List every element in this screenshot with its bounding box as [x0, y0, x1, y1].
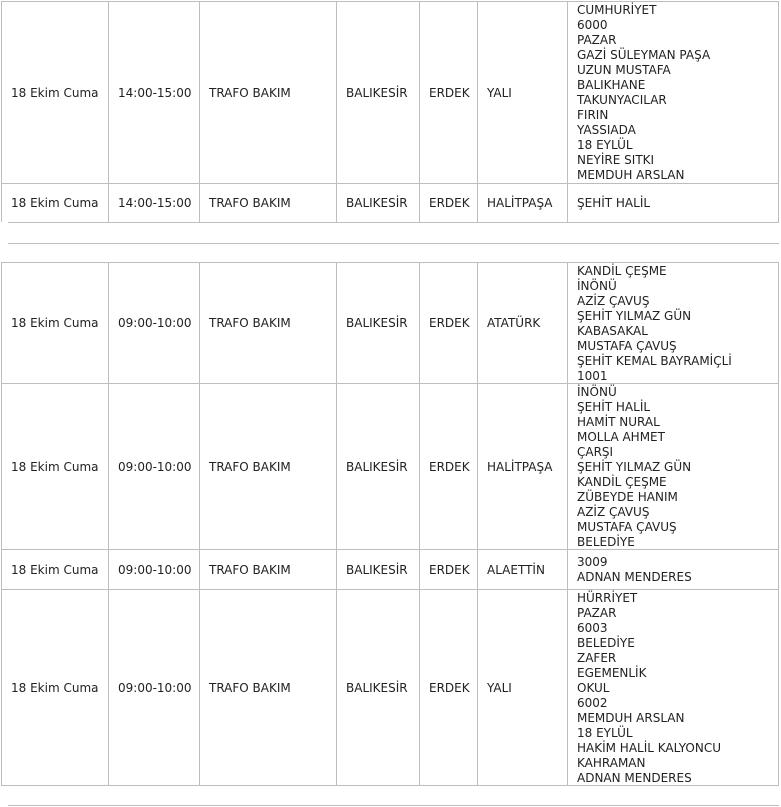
neighborhood-cell: YALI [477, 2, 567, 183]
time-cell: 14:00-15:00 [108, 2, 199, 183]
street-name: AZİZ ÇAVUŞ [577, 294, 650, 308]
street-name: FIRIN [577, 108, 609, 122]
street-name: 6002 [577, 696, 608, 710]
street-name: 18 EYLÜL [577, 138, 633, 152]
table-row [1, 549, 779, 589]
neighborhood-cell: HALİTPAŞA [477, 184, 567, 222]
street-name: 1001 [577, 369, 608, 383]
city-cell: BALIKESİR [336, 2, 419, 183]
streets-cell [567, 384, 779, 549]
street-name: 3009 [577, 555, 608, 569]
type-cell: TRAFO BAKIM [199, 184, 336, 222]
city-cell: BALIKESİR [336, 263, 419, 383]
street-name: BELEDİYE [577, 636, 635, 650]
streets-cell [567, 2, 779, 183]
street-name: 6000 [577, 18, 608, 32]
neighborhood-cell: ALAETTİN [477, 550, 567, 589]
street-name: ŞEHİT HALİL [577, 196, 651, 210]
type-cell: TRAFO BAKIM [199, 2, 336, 183]
street-name: UZUN MUSTAFA [577, 63, 671, 77]
streets-cell [567, 263, 779, 383]
street-name: 6003 [577, 621, 608, 635]
street-name: HAMİT NURAL [577, 415, 660, 429]
city-cell: BALIKESİR [336, 184, 419, 222]
street-name: ŞEHİT KEMAL BAYRAMİÇLİ [577, 354, 732, 368]
streets-cell [567, 550, 779, 589]
time-cell: 14:00-15:00 [108, 184, 199, 222]
street-name: MUSTAFA ÇAVUŞ [577, 520, 677, 534]
street-name: İNÖNÜ [577, 385, 617, 399]
city-cell: BALIKESİR [336, 550, 419, 589]
district-cell: ERDEK [419, 184, 477, 222]
date-cell: 18 Ekim Cuma [1, 2, 108, 183]
street-name: KANDİL ÇEŞME [577, 475, 667, 489]
neighborhood-cell: YALI [477, 590, 567, 785]
table-row [1, 262, 779, 383]
date-cell: 18 Ekim Cuma [1, 590, 108, 785]
street-name: OKUL [577, 681, 610, 695]
street-name: BALIKHANE [577, 78, 646, 92]
neighborhood-cell: ATATÜRK [477, 263, 567, 383]
district-cell: ERDEK [419, 590, 477, 785]
street-name: ŞEHİT YILMAZ GÜN [577, 460, 692, 474]
street-name: ADNAN MENDERES [577, 771, 692, 785]
district-cell: ERDEK [419, 550, 477, 589]
table-row [1, 1, 779, 183]
street-name: YASSIADA [577, 123, 636, 137]
time-cell: 09:00-10:00 [108, 550, 199, 589]
street-name: PAZAR [577, 606, 617, 620]
street-name: AZİZ ÇAVUŞ [577, 505, 650, 519]
street-name: ADNAN MENDERES [577, 570, 692, 584]
district-cell: ERDEK [419, 2, 477, 183]
street-name: TAKUNYACILAR [577, 93, 667, 107]
street-name: NEYİRE SITKI [577, 153, 655, 167]
street-name: MUSTAFA ÇAVUŞ [577, 339, 677, 353]
street-name: HAKİM HALİL KALYONCU [577, 741, 721, 755]
streets-cell [567, 590, 779, 785]
street-name: ŞEHİT HALİL [577, 400, 651, 414]
street-name: MOLLA AHMET [577, 430, 665, 444]
table-divider [8, 222, 779, 244]
district-cell: ERDEK [419, 263, 477, 383]
street-name: ŞEHİT YILMAZ GÜN [577, 309, 692, 323]
street-name: PAZAR [577, 33, 617, 47]
time-cell: 09:00-10:00 [108, 590, 199, 785]
street-name: HÜRRİYET [577, 591, 638, 605]
date-cell: 18 Ekim Cuma [1, 550, 108, 589]
city-cell: BALIKESİR [336, 384, 419, 549]
date-cell: 18 Ekim Cuma [1, 384, 108, 549]
table-row [1, 589, 779, 786]
street-name: MEMDUH ARSLAN [577, 168, 685, 182]
street-name: ZAFER [577, 651, 617, 665]
table-row [1, 183, 779, 222]
street-name: KANDİL ÇEŞME [577, 264, 667, 278]
type-cell: TRAFO BAKIM [199, 263, 336, 383]
date-cell: 18 Ekim Cuma [1, 263, 108, 383]
street-name: İNÖNÜ [577, 279, 617, 293]
street-name: CUMHURİYET [577, 3, 657, 17]
type-cell: TRAFO BAKIM [199, 550, 336, 589]
table-row [1, 383, 779, 549]
type-cell: TRAFO BAKIM [199, 590, 336, 785]
street-name: BELEDİYE [577, 535, 635, 549]
city-cell: BALIKESİR [336, 590, 419, 785]
street-name: ZÜBEYDE HANIM [577, 490, 678, 504]
street-name: KABASAKAL [577, 324, 648, 338]
street-name: GAZİ SÜLEYMAN PAŞA [577, 48, 711, 62]
street-name: 18 EYLÜL [577, 726, 633, 740]
neighborhood-cell: HALİTPAŞA [477, 384, 567, 549]
time-cell: 09:00-10:00 [108, 384, 199, 549]
table-divider [8, 805, 779, 806]
street-name: EGEMENLİK [577, 666, 647, 680]
district-cell: ERDEK [419, 384, 477, 549]
time-cell: 09:00-10:00 [108, 263, 199, 383]
street-name: KAHRAMAN [577, 756, 646, 770]
street-name: MEMDUH ARSLAN [577, 711, 685, 725]
date-cell: 18 Ekim Cuma [1, 184, 108, 222]
type-cell: TRAFO BAKIM [199, 384, 336, 549]
street-name: ÇARŞI [577, 445, 614, 459]
streets-cell [567, 184, 779, 222]
